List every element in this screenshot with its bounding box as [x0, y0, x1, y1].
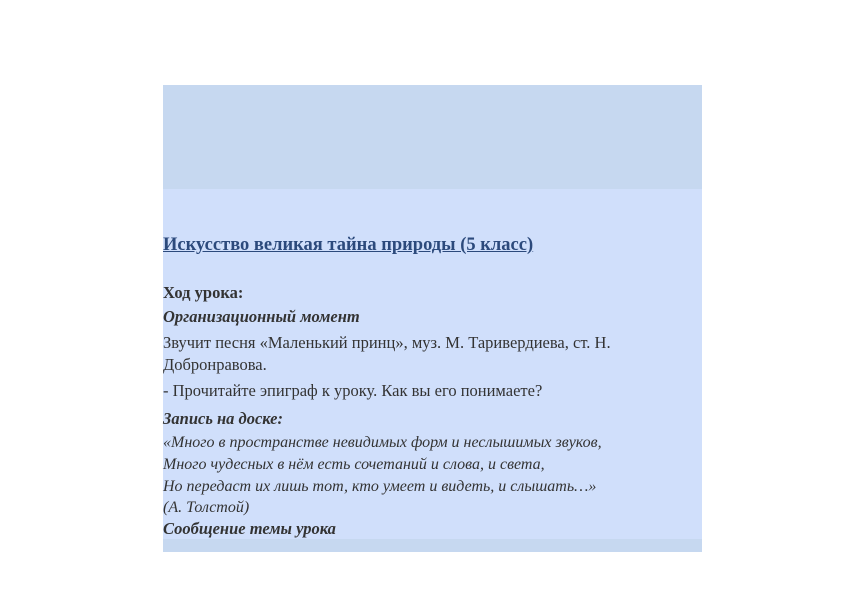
document-page — [163, 85, 702, 552]
lesson-heading: Ход урока: — [163, 283, 244, 302]
epigraph-line: Но передаст их лишь тот, кто умеет и видеть, и слышать…» — [163, 477, 597, 495]
epigraph-line: Много чудесных в нём есть сочетаний и слова, и света, — [163, 455, 545, 473]
lesson-theme-heading: Сообщение темы урока — [163, 519, 336, 538]
org-moment-heading: Организационный момент — [163, 307, 360, 326]
epigraph-question: - Прочитайте эпиграф к уроку. Как вы его понимаете? — [163, 381, 543, 400]
header-band — [163, 85, 702, 189]
epigraph-line: «Много в пространстве невидимых форм и неслышимых звуков, — [163, 434, 602, 451]
epigraph-author: (А. Толстой) — [163, 499, 250, 517]
lesson-title-link[interactable]: Искусство великая тайна природы (5 класс) — [163, 235, 534, 255]
epigraph-quote — [163, 432, 683, 519]
footer-band — [163, 539, 702, 552]
song-paragraph: Звучит песня «Маленький принц», муз. М. Таривердиева, ст. Н. Добронравова. — [163, 333, 611, 374]
board-heading: Запись на доске: — [163, 409, 283, 428]
